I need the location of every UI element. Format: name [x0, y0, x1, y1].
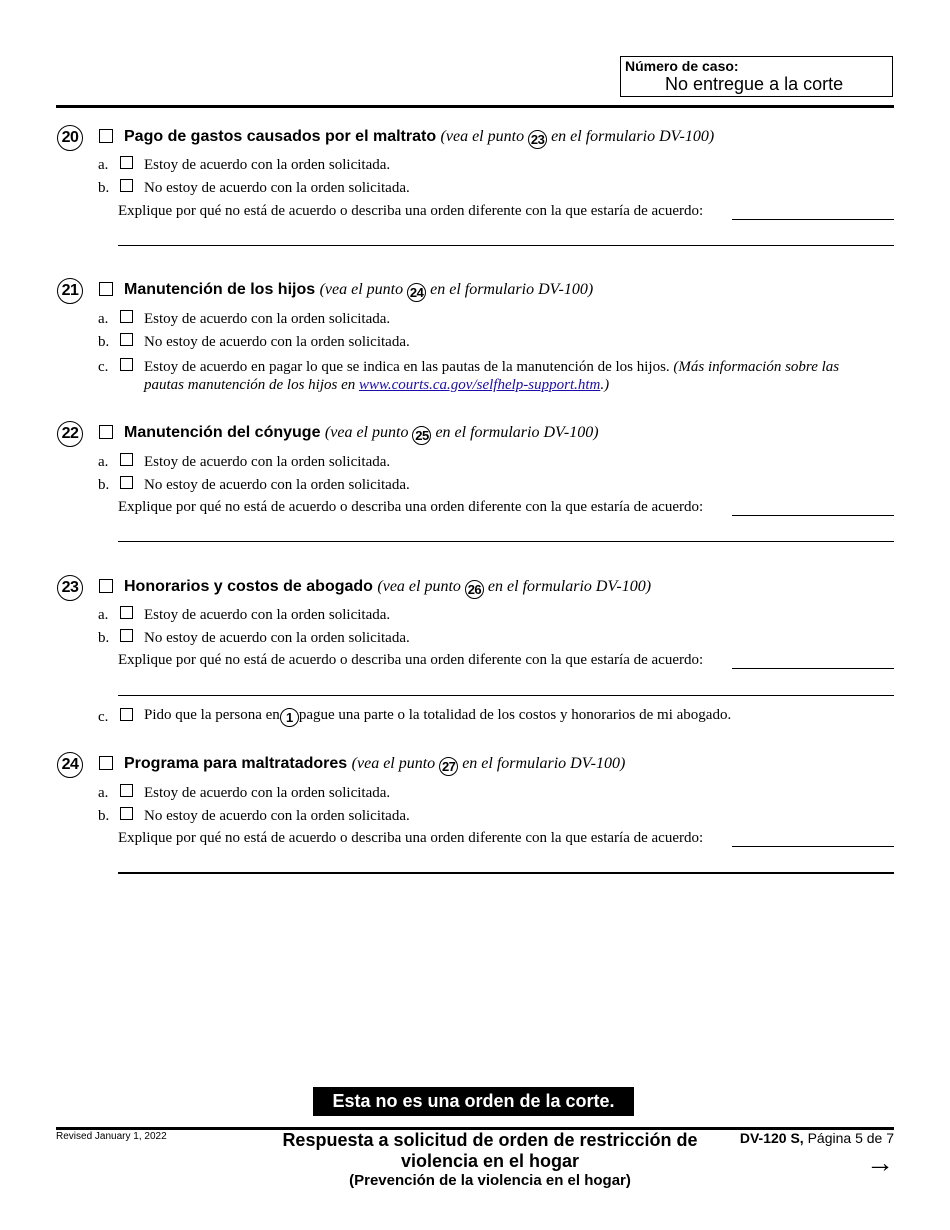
item-24-reference	[352, 755, 626, 772]
letter-a: a.	[98, 454, 109, 470]
revised-date: Revised January 1, 2022	[56, 1131, 167, 1142]
letter-c: c.	[98, 359, 109, 375]
explain-input-23[interactable]	[732, 668, 894, 669]
checkbox-item-20[interactable]	[99, 129, 113, 143]
option-23c-pre: Pido que la persona en	[144, 707, 280, 723]
item-23-heading	[124, 578, 651, 599]
checkbox-22b[interactable]	[120, 476, 133, 489]
item-22-reference	[325, 424, 599, 441]
explain-input-20-line2[interactable]	[118, 245, 894, 246]
item-23-reference	[377, 578, 651, 595]
ref-number-27: 27	[439, 757, 458, 776]
letter-a: a.	[98, 785, 109, 801]
checkbox-20a[interactable]	[120, 156, 133, 169]
option-22b: No estoy de acuerdo con la orden solicitada.	[144, 477, 410, 493]
item-21-title: Manutención de los hijos	[124, 281, 316, 298]
ref-prefix: (vea el punto	[377, 578, 461, 595]
checkbox-item-23[interactable]	[99, 579, 113, 593]
letter-b: b.	[98, 808, 110, 824]
explain-label-20: Explique por qué no está de acuerdo o describa una orden diferente con la que estaría de acuerdo:	[118, 203, 704, 219]
option-21a: Estoy de acuerdo con la orden solicitada.	[144, 311, 391, 327]
ref-prefix: (vea el punto	[351, 755, 436, 772]
case-number-box	[620, 56, 893, 97]
item-number-22: 22	[57, 421, 83, 447]
ref-suffix: en el formulario DV-100)	[551, 128, 715, 145]
page-number: Página 5 de 7	[807, 1130, 894, 1146]
item-number-20: 20	[57, 125, 83, 151]
item-21-reference	[320, 281, 594, 298]
letter-c: c.	[98, 709, 109, 725]
item-22-title: Manutención del cónyuge	[124, 424, 321, 441]
option-23a: Estoy de acuerdo con la orden solicitada.	[144, 607, 391, 623]
option-20b: No estoy de acuerdo con la orden solicitada.	[144, 180, 410, 196]
ref-prefix: (vea el punto	[324, 424, 409, 441]
ref-number-25: 25	[412, 426, 431, 445]
checkbox-item-22[interactable]	[99, 425, 113, 439]
form-subtitle: (Prevención de la violencia en el hogar)	[349, 1172, 631, 1189]
explain-label-22: Explique por qué no está de acuerdo o describa una orden diferente con la que estaría de acuerdo:	[118, 499, 704, 515]
ref-number-23: 23	[528, 130, 547, 149]
checkbox-21b[interactable]	[120, 333, 133, 346]
checkbox-item-21[interactable]	[99, 282, 113, 296]
checkbox-21a[interactable]	[120, 310, 133, 323]
selfhelp-support-link[interactable]: www.courts.ca.gov/selfhelp-support.htm	[358, 377, 601, 393]
option-21c-note: (Más información sobre las	[673, 359, 840, 375]
ref-prefix: (vea el punto	[319, 281, 404, 298]
ref-suffix: en el formulario DV-100)	[435, 424, 599, 441]
header-rule	[56, 105, 894, 108]
ref-number-26: 26	[465, 580, 484, 599]
ref-prefix: (vea el punto	[440, 128, 525, 145]
option-21c-end: .)	[600, 377, 610, 393]
form-title-line2: violencia en el hogar	[400, 1151, 580, 1171]
option-21c	[144, 359, 839, 376]
ref-number-1: 1	[280, 708, 299, 727]
ref-suffix: en el formulario DV-100)	[487, 578, 652, 595]
checkbox-23c[interactable]	[120, 708, 133, 721]
form-title-line1: Respuesta a solicitud de orden de restricción de	[282, 1130, 698, 1150]
option-20a: Estoy de acuerdo con la orden solicitada.	[144, 157, 391, 173]
item-23-title: Honorarios y costos de abogado	[124, 578, 373, 595]
checkbox-21c[interactable]	[120, 358, 133, 371]
item-22-heading	[124, 424, 599, 445]
form-title	[260, 1130, 720, 1172]
checkbox-23a[interactable]	[120, 606, 133, 619]
case-number-value: No entregue a la corte	[665, 74, 844, 94]
option-23c-post: pague una parte o la totalidad de los costos y honorarios de mi abogado.	[298, 707, 732, 723]
checkbox-item-24[interactable]	[99, 756, 113, 770]
letter-a: a.	[98, 607, 109, 623]
item-20-heading	[124, 128, 714, 149]
ref-suffix: en el formulario DV-100)	[462, 755, 626, 772]
item-number-23: 23	[57, 575, 83, 601]
checkbox-20b[interactable]	[120, 179, 133, 192]
checkbox-22a[interactable]	[120, 453, 133, 466]
item-24-title: Programa para maltratadores	[124, 755, 348, 772]
ref-suffix: en el formulario DV-100)	[430, 281, 594, 298]
item-24-heading	[124, 755, 625, 776]
item-20-reference	[441, 128, 715, 145]
checkbox-24a[interactable]	[120, 784, 133, 797]
item-20-title: Pago de gastos causados por el maltrato	[124, 128, 437, 145]
explain-input-20[interactable]	[732, 219, 894, 220]
letter-b: b.	[98, 180, 110, 196]
case-number-label: Número de caso:	[625, 58, 739, 74]
letter-b: b.	[98, 477, 110, 493]
option-21c-text: Estoy de acuerdo en pagar lo que se indica en las pautas de la manutención de los hijos.	[144, 359, 670, 375]
explain-input-24-line2[interactable]	[118, 872, 894, 874]
option-21c-note2: pautas manutención de los hijos en	[144, 377, 356, 393]
option-24b: No estoy de acuerdo con la orden solicitada.	[144, 808, 410, 824]
checkbox-24b[interactable]	[120, 807, 133, 820]
explain-input-23-line2[interactable]	[118, 695, 894, 696]
explain-input-24[interactable]	[732, 846, 894, 847]
next-page-arrow-icon: →	[866, 1147, 894, 1178]
letter-b: b.	[98, 630, 110, 646]
checkbox-23b[interactable]	[120, 629, 133, 642]
explain-label-23: Explique por qué no está de acuerdo o describa una orden diferente con la que estaría de acuerdo:	[118, 652, 704, 668]
page-indicator	[740, 1130, 894, 1146]
ref-number-24: 24	[407, 283, 426, 302]
item-number-24: 24	[57, 752, 83, 778]
not-court-order-banner: Esta no es una orden de la corte.	[313, 1087, 634, 1116]
letter-a: a.	[98, 157, 109, 173]
explain-input-22-line2[interactable]	[118, 541, 894, 542]
option-23b: No estoy de acuerdo con la orden solicitada.	[144, 630, 410, 646]
item-number-21: 21	[57, 278, 83, 304]
letter-b: b.	[98, 334, 110, 350]
explain-input-22[interactable]	[732, 515, 894, 516]
option-22a: Estoy de acuerdo con la orden solicitada.	[144, 454, 391, 470]
option-24a: Estoy de acuerdo con la orden solicitada.	[144, 785, 391, 801]
item-21-heading	[124, 281, 593, 302]
option-21c-line2	[144, 377, 609, 394]
letter-a: a.	[98, 311, 109, 327]
explain-label-24: Explique por qué no está de acuerdo o describa una orden diferente con la que estaría de acuerdo:	[118, 830, 704, 846]
option-23c	[144, 707, 731, 727]
form-id: DV-120 S,	[739, 1130, 804, 1146]
option-21b: No estoy de acuerdo con la orden solicitada.	[144, 334, 410, 350]
